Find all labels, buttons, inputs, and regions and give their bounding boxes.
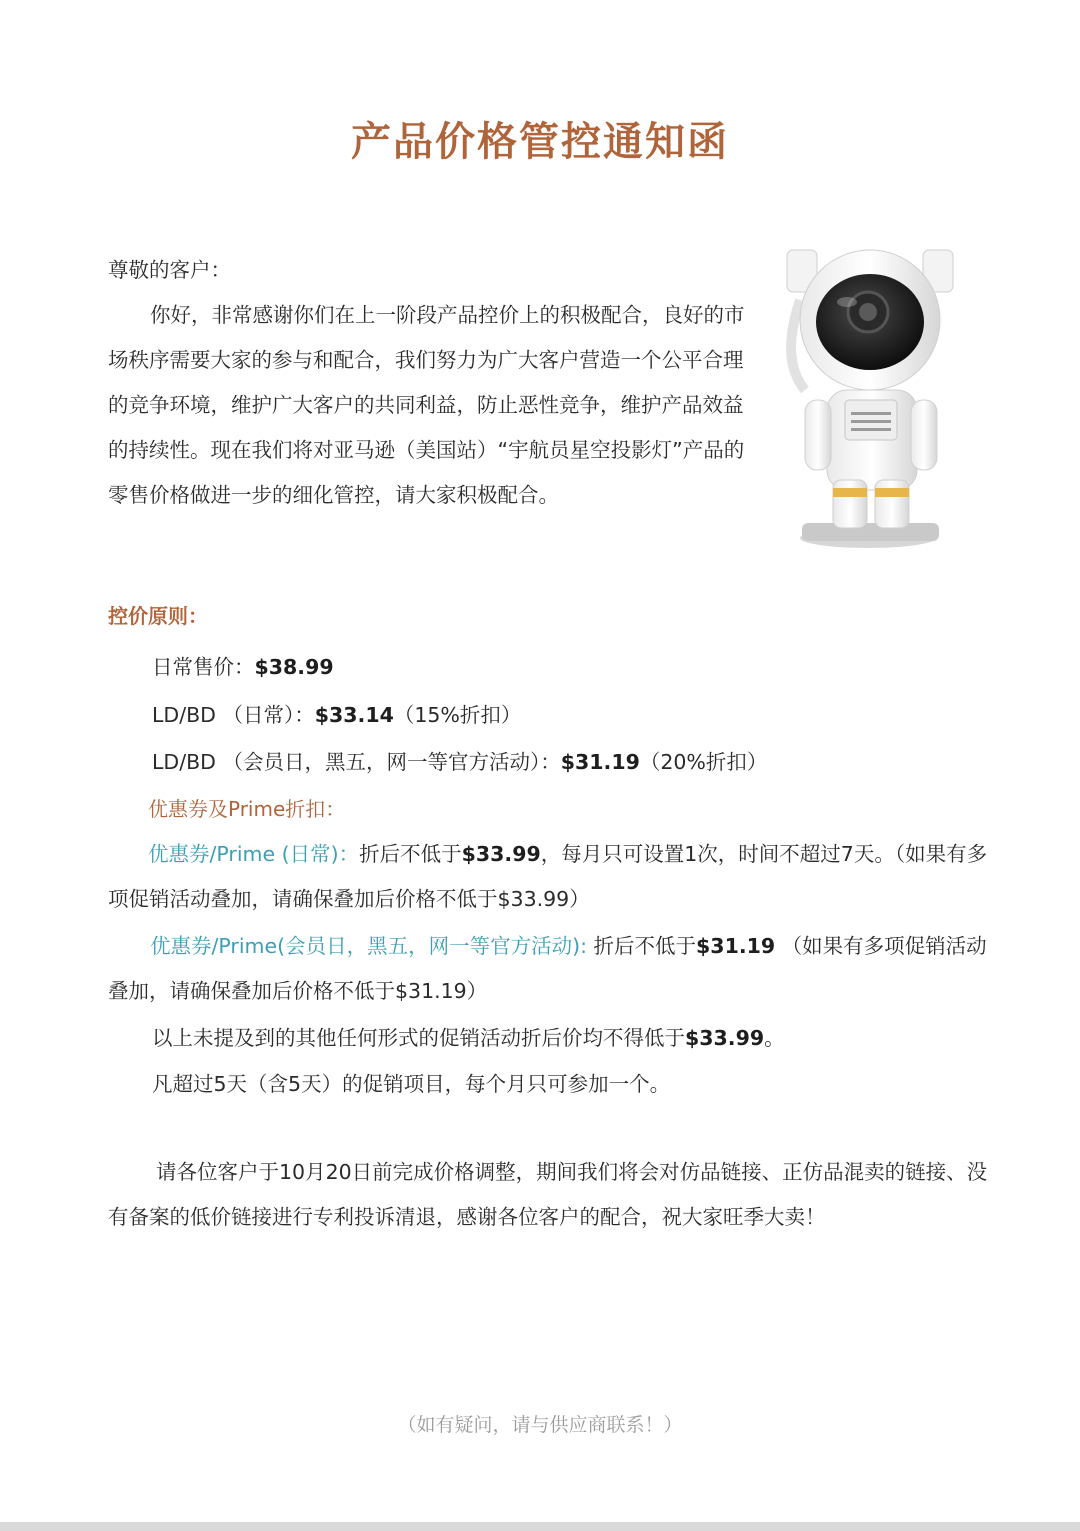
coupon-event-rule: 优惠券/Prime(会员日，黑五，网一等官方活动): 折后不低于$31.19 （如果有多项促销活动叠加，请确保叠加后价格不低于$31.19） bbox=[108, 934, 987, 1003]
rule-daily-price: 日常售价：$38.99 bbox=[152, 655, 334, 679]
rule-ldbd-event: LD/BD （会员日，黑五，网一等官方活动）：$31.19（20%折扣） bbox=[152, 750, 768, 774]
footer-note: （如有疑问，请与供应商联系！） bbox=[397, 1414, 683, 1436]
coupon-daily-rule: 优惠券/Prime (日常)：折后不低于$33.99，每月只可设置1次，时间不超过7天。（如果有多项促销活动叠加，请确保叠加后价格不低于$33.99） bbox=[108, 842, 988, 911]
bottom-divider bbox=[0, 1522, 1080, 1531]
intro-section bbox=[108, 248, 748, 518]
rule-ldbd-daily: LD/BD （日常）：$33.14（15%折扣） bbox=[152, 703, 522, 727]
greeting: 尊敬的客户： bbox=[108, 258, 231, 282]
promotion-limit-rule: 凡超过5天（含5天）的促销项目，每个月只可参加一个。 bbox=[152, 1072, 671, 1096]
other-promotions-rule: 以上未提及到的其他任何形式的促销活动折后价均不得低于$33.99。 bbox=[152, 1026, 785, 1050]
intro-body: 你好，非常感谢你们在上一阶段产品控价上的积极配合，良好的市场秩序需要大家的参与和配合，我们努力为广大客户营造一个公平合理的竞争环境，维护广大客户的共同利益，防止恶性竞争，维护产品效益的持续性。现在我们将对亚马逊（美国站）“宇航员星空投影灯”产品的零售价格做进一步的细化管控，请大家积极配合。 bbox=[108, 303, 745, 507]
principles-title: 控价原则： bbox=[108, 604, 208, 628]
astronaut-projector-icon bbox=[775, 240, 965, 555]
coupon-title: 优惠券及Prime折扣： bbox=[148, 797, 346, 821]
page-title: 产品价格管控通知函 bbox=[351, 119, 729, 165]
closing-paragraph: 请各位客户于10月20日前完成价格调整，期间我们将会对仿品链接、正仿品混卖的链接、没有备案的低价链接进行专利投诉清退，感谢各位客户的配合，祝大家旺季大卖！ bbox=[108, 1160, 988, 1229]
